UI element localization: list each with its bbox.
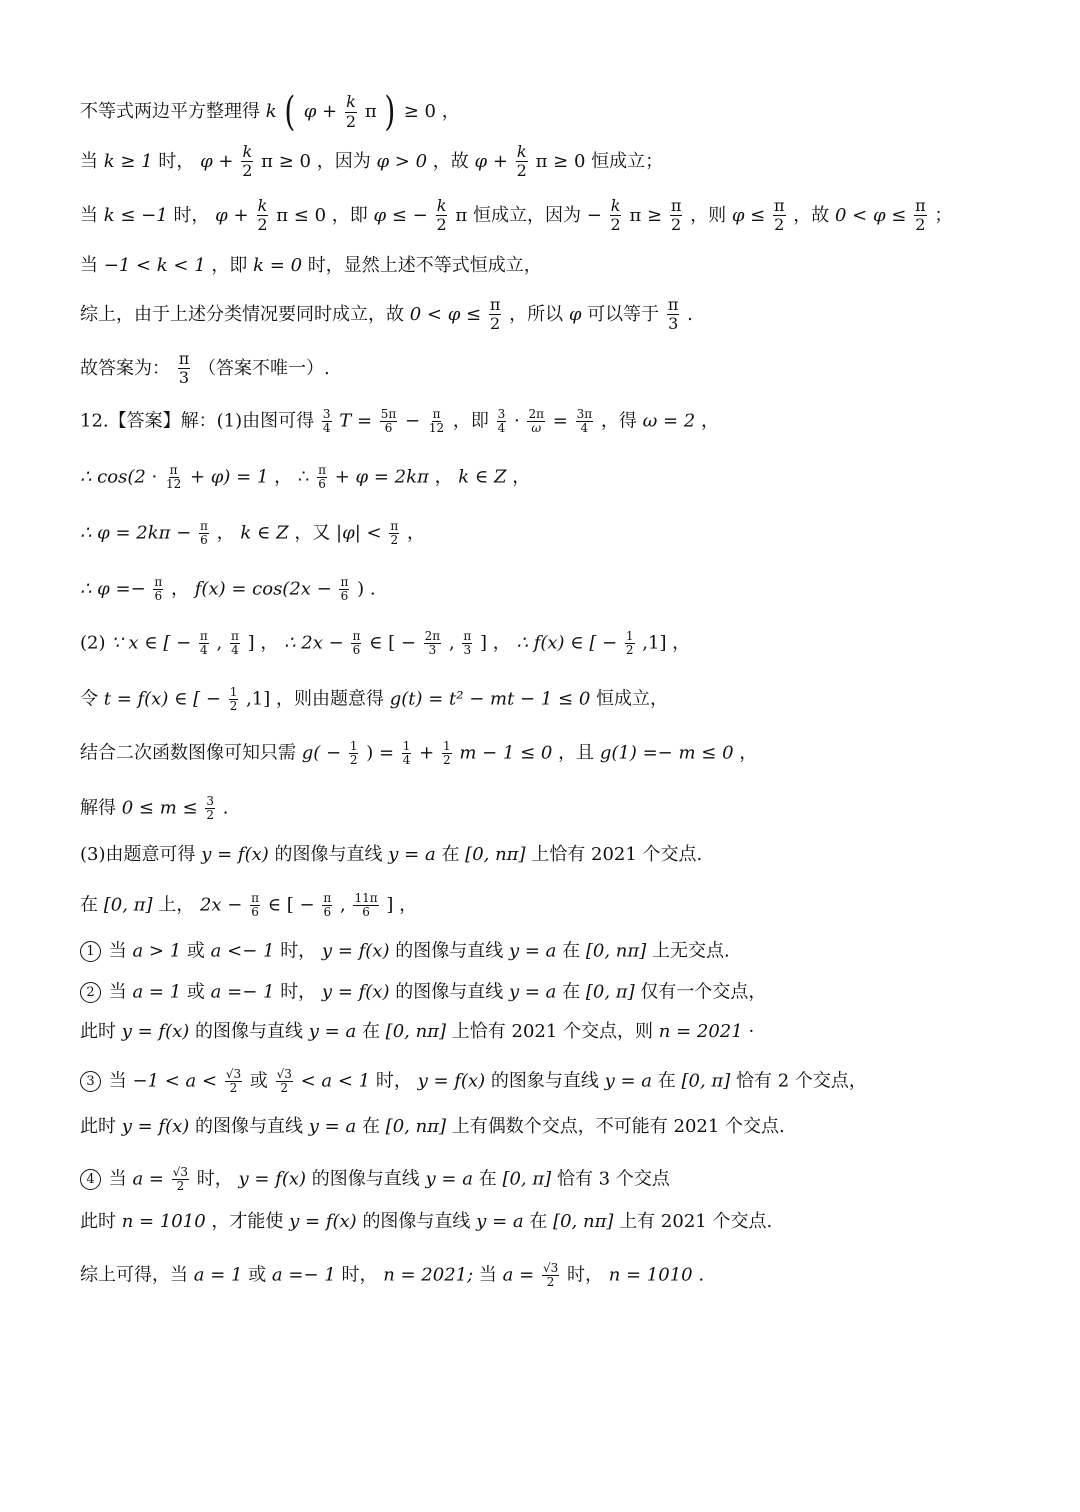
math: a =: [502, 1264, 535, 1286]
math: φ: [568, 303, 582, 325]
text: ，又: [294, 522, 331, 544]
math: ): [357, 578, 365, 600]
text: 综上可得，当: [80, 1264, 188, 1286]
math: φ ≤: [731, 204, 766, 226]
text: 仅有一个交点，: [640, 981, 767, 1003]
math: ∵ x ∈ [ −: [111, 632, 192, 654]
text: 的图像与直线: [395, 981, 504, 1003]
math: m − 1 ≤ 0: [459, 742, 553, 764]
math: π: [364, 101, 377, 122]
math: n = 2021: [658, 1021, 743, 1042]
math: [0, nπ]: [385, 1116, 447, 1137]
text: 在: [562, 940, 581, 962]
text: 此时: [80, 1021, 116, 1042]
text: ，得: [600, 410, 637, 432]
math: + φ = 2kπ: [334, 466, 429, 488]
line-22: [80, 1166, 670, 1193]
fraction: $\frac{k}{2}$: [242, 142, 253, 181]
fraction: $\frac{k}{2}$: [257, 196, 268, 235]
math: y = a: [508, 940, 557, 962]
math: t = f(x) ∈ [ −: [103, 688, 221, 710]
fraction: $\frac{k}{2}$: [516, 142, 527, 181]
math: a =: [132, 1168, 165, 1190]
right-paren: ): [384, 89, 396, 135]
line-20: [80, 1068, 867, 1095]
math: π: [455, 204, 468, 226]
fraction: $\frac{2\pi}{3}$: [424, 629, 441, 658]
math: ∴ cos(2 ·: [80, 466, 158, 488]
fraction: $\frac{k}{2}$: [345, 92, 357, 131]
fraction: $\frac{√3}{2}$: [172, 1165, 189, 1194]
math: ≥ 0: [403, 101, 436, 122]
line-21: [80, 1118, 785, 1136]
text: ，则由题意得: [276, 688, 384, 710]
text: 当: [108, 1168, 127, 1190]
math: y = a: [476, 1211, 524, 1232]
text: 在: [441, 844, 460, 865]
math: n = 1010: [121, 1211, 206, 1232]
text: 的图像与直线: [362, 1211, 471, 1232]
text: 恒成立；: [591, 150, 664, 172]
math: n = 2021;: [383, 1264, 474, 1286]
math: [0, nπ]: [553, 1211, 614, 1232]
line-4: [80, 257, 542, 275]
fraction: $\frac{\pi}{6}$: [352, 629, 361, 658]
text: 在: [562, 981, 581, 1003]
text: 的图像与直线: [195, 1021, 304, 1042]
text: ，即: [452, 410, 489, 432]
text: ；: [934, 204, 953, 226]
text: 当: [80, 255, 98, 276]
text: 的图象与直线: [490, 1070, 599, 1092]
math: ∈ [ −: [369, 632, 416, 654]
text: 上有 2021 个交点.: [619, 1211, 773, 1232]
fraction: $\frac{1}{2}$: [625, 629, 634, 658]
math: y = a: [425, 1168, 473, 1190]
line-8: [80, 464, 530, 491]
fraction: $\frac{3}{2}$: [206, 794, 214, 823]
text: (3)由题意可得: [80, 844, 196, 865]
math: [0, nπ]: [585, 940, 647, 962]
math: +: [419, 742, 435, 764]
text: 的图像与直线: [274, 844, 383, 865]
line-11: [80, 630, 690, 657]
text: 时，: [280, 981, 317, 1003]
text: 恒成立，: [596, 688, 669, 710]
math: k = 0: [253, 255, 303, 276]
math: ∈ [ −: [267, 894, 315, 916]
text: 时，: [158, 150, 195, 172]
math: y = a: [508, 981, 557, 1003]
math: k: [265, 101, 277, 122]
math: 0 < φ ≤: [409, 303, 482, 325]
math: < a < 1: [300, 1070, 371, 1092]
fraction: $\frac{3}{4}$: [497, 407, 506, 436]
math: π ≥ 0: [535, 150, 586, 172]
math: ,: [448, 632, 455, 654]
fraction: $\frac{\pi}{2}$: [915, 196, 926, 235]
text: 或: [248, 1264, 267, 1286]
circled-number-2: 2: [80, 982, 101, 1003]
math: 2x −: [199, 894, 243, 916]
text: 上恰有 2021 个交点.: [531, 844, 703, 865]
fraction: $\frac{\pi}{6}$: [323, 891, 332, 920]
line-14: [80, 795, 228, 822]
text: 在: [80, 894, 98, 916]
math: ∴ 2x −: [284, 632, 344, 654]
text: 当: [108, 940, 127, 962]
fraction: $\frac{√3}{2}$: [542, 1261, 559, 1290]
text: 综上，由于上述分类情况要同时成立，故: [80, 303, 404, 325]
math: y = f(x): [321, 940, 390, 962]
math: a = 1: [132, 981, 182, 1003]
math: −1 < a <: [132, 1070, 218, 1092]
text: ，: [492, 632, 511, 654]
math: φ ≤ −: [373, 204, 428, 226]
text: 解得: [80, 797, 116, 819]
text: 时，: [173, 204, 210, 226]
math: T =: [339, 410, 373, 432]
text: 当: [80, 150, 98, 172]
math: −: [586, 204, 602, 226]
line-12: [80, 686, 668, 713]
text: ，: [434, 466, 453, 488]
text: ，: [512, 466, 531, 488]
fraction: $\frac{\pi}{6}$: [251, 891, 260, 920]
math: a > 1: [132, 940, 182, 962]
text: 的图像与直线: [395, 940, 504, 962]
line-18: [80, 982, 766, 1003]
text: ，: [672, 632, 691, 654]
text: ，且: [558, 742, 595, 764]
math: k ≤ −1: [103, 204, 168, 226]
fraction: $\frac{1}{2}$: [229, 685, 238, 714]
line-24: [80, 1262, 704, 1289]
text: 上恰有 2021 个交点，则: [451, 1021, 654, 1042]
text: 或: [249, 1070, 268, 1092]
fraction: $\frac{\pi}{2}$: [489, 295, 501, 334]
math: ]: [386, 894, 394, 916]
fraction: $\frac{\pi}{4}$: [230, 629, 239, 658]
fraction: $\frac{\pi}{6}$: [200, 519, 208, 548]
math: a = 1: [193, 1264, 243, 1286]
line-3: [80, 197, 952, 235]
text: 此时: [80, 1116, 116, 1137]
text: 时，显然上述不等式恒成立，: [307, 255, 542, 276]
math: ,: [340, 894, 346, 916]
text: 恰有 2 个交点，: [736, 1070, 867, 1092]
text: 在: [361, 1116, 380, 1137]
math: n = 1010: [608, 1264, 693, 1286]
fraction: $\frac{\pi}{12}$: [428, 407, 445, 436]
math: φ +: [303, 101, 338, 122]
text: 当: [108, 981, 127, 1003]
fraction: $\frac{1}{2}$: [442, 739, 451, 768]
math: ·: [514, 410, 520, 432]
fraction: $\frac{5\pi}{6}$: [380, 407, 397, 436]
circled-number-3: 3: [80, 1071, 101, 1092]
text: 恒成立，因为: [472, 204, 581, 226]
fraction: $\frac{\pi}{3}$: [463, 629, 472, 658]
math: ∴ f(x) ∈ [ −: [516, 632, 618, 654]
text: ，: [260, 632, 279, 654]
math: + φ) = 1: [190, 466, 269, 488]
fraction: $\frac{1}{2}$: [349, 739, 358, 768]
fraction: $\frac{√3}{2}$: [225, 1067, 242, 1096]
math: φ +: [474, 150, 508, 172]
text: (2): [80, 632, 106, 654]
text: ，: [700, 410, 719, 432]
text: 时，: [196, 1168, 233, 1190]
fraction: $\frac{\pi}{2}$: [390, 519, 399, 548]
text: 在: [529, 1211, 548, 1232]
math: g(t) = t² − mt − 1 ≤ 0: [389, 688, 591, 710]
math: y = a: [308, 1116, 357, 1137]
math: =: [552, 410, 568, 432]
math: f(x) = cos(2x −: [194, 578, 332, 600]
math: k ∈ Z: [458, 466, 507, 488]
text: ，: [739, 742, 758, 764]
text: 恰有 3 个交点: [556, 1168, 670, 1190]
text: 当: [80, 204, 98, 226]
line-10: [80, 576, 376, 603]
math: |φ| <: [336, 522, 382, 544]
text: 12.【答案】解：(1)由图可得: [80, 410, 315, 432]
line-23: [80, 1213, 772, 1231]
line-13: [80, 740, 757, 767]
math: [0, nπ]: [385, 1021, 447, 1042]
text: 上无交点.: [651, 940, 730, 962]
text: 当: [108, 1070, 127, 1092]
text: 上有偶数个交点，不可能有 2021 个交点.: [451, 1116, 785, 1137]
line-15: [80, 846, 702, 864]
text: .: [687, 303, 693, 325]
fraction: $\frac{\pi}{6}$: [154, 575, 163, 604]
math: ]: [480, 632, 488, 654]
line-6: [80, 350, 330, 388]
math: g(1) =− m ≤ 0: [599, 742, 734, 764]
text: ，: [216, 522, 235, 544]
text: ，即: [331, 204, 368, 226]
text: 在: [478, 1168, 497, 1190]
math: y = f(x): [238, 1168, 307, 1190]
text: 时，: [375, 1070, 412, 1092]
text: ，故: [793, 204, 830, 226]
text: .: [369, 578, 376, 600]
math: y = f(x): [121, 1116, 190, 1137]
line-7: [80, 408, 719, 435]
line-19: [80, 1023, 754, 1041]
math: ω = 2: [642, 410, 696, 432]
math: ,1]: [246, 688, 271, 710]
text: 不等式两边平方整理得: [80, 101, 260, 122]
text: 令: [80, 688, 98, 710]
math: k ≥ 1: [103, 150, 153, 172]
math: y = f(x): [121, 1021, 190, 1042]
text: 或: [186, 940, 205, 962]
text: ，因为: [316, 150, 371, 172]
math: φ +: [215, 204, 249, 226]
line-1: [80, 89, 460, 135]
math: y = f(x): [417, 1070, 486, 1092]
text: （答案不唯一）.: [197, 357, 330, 379]
fraction: $\frac{3}{4}$: [322, 407, 331, 436]
text: 故答案为：: [80, 357, 170, 379]
text: .: [222, 797, 229, 819]
line-16: [80, 892, 417, 919]
text: ，才能使: [211, 1211, 284, 1232]
line-9: [80, 520, 425, 547]
text: ·: [748, 1021, 755, 1042]
math: y = f(x): [289, 1211, 357, 1232]
fraction: $\frac{\pi}{6}$: [318, 463, 326, 492]
fraction: $\frac{\pi}{4}$: [199, 629, 208, 658]
text: 的图像与直线: [311, 1168, 420, 1190]
line-2: [80, 143, 663, 181]
math: [0, π]: [103, 894, 153, 916]
math: [0, π]: [502, 1168, 552, 1190]
text: 可以等于: [587, 303, 660, 325]
text: ，故: [432, 150, 469, 172]
line-5: [80, 296, 693, 334]
math: ) =: [366, 742, 395, 764]
text: ，: [441, 101, 460, 122]
fraction: $\frac{11\pi}{6}$: [354, 891, 378, 920]
text: ，所以: [509, 303, 564, 325]
math: π ≥: [629, 204, 663, 226]
math: ∴ φ =−: [80, 578, 146, 600]
math: ,1]: [642, 632, 667, 654]
fraction: $\frac{3\pi}{4}$: [576, 407, 593, 436]
text: 时，: [566, 1264, 603, 1286]
math: y = a: [388, 844, 436, 865]
math: ]: [247, 632, 255, 654]
text: ，: [274, 466, 293, 488]
math: [0, π]: [585, 981, 635, 1003]
math: [0, π]: [681, 1070, 731, 1092]
math: φ > 0: [376, 150, 428, 172]
fraction: $\frac{\pi}{3}$: [667, 295, 679, 334]
text: 的图像与直线: [195, 1116, 304, 1137]
text: 此时: [80, 1211, 116, 1232]
math: k ∈ Z: [240, 522, 289, 544]
text: 在: [657, 1070, 676, 1092]
circled-number-4: 4: [80, 1169, 101, 1190]
math: −1 < k < 1: [103, 255, 206, 276]
math: y = f(x): [201, 844, 269, 865]
fraction: $\frac{1}{4}$: [402, 739, 411, 768]
fraction: $\frac{\pi}{6}$: [340, 575, 349, 604]
text: 当: [478, 1264, 497, 1286]
text: ，即: [211, 255, 248, 276]
text: .: [698, 1264, 705, 1286]
text: ，: [406, 522, 425, 544]
math: y = a: [604, 1070, 653, 1092]
math: −: [405, 410, 421, 432]
text: ，: [399, 894, 418, 916]
text: 时，: [280, 940, 317, 962]
math: y = f(x): [321, 981, 390, 1003]
math: a =− 1: [271, 1264, 336, 1286]
fraction: $\frac{\pi}{2}$: [773, 196, 785, 235]
circled-number-1: 1: [80, 941, 101, 962]
fraction: $\frac{2\pi}{\omega}$: [528, 407, 544, 436]
left-paren: (: [284, 89, 296, 135]
fraction: $\frac{k}{2}$: [436, 196, 447, 235]
line-17: [80, 941, 730, 962]
text: 结合二次函数图像可知只需: [80, 742, 296, 764]
math: 0 < φ ≤: [834, 204, 907, 226]
math: 0 ≤ m ≤: [121, 797, 198, 819]
math: π ≤ 0: [276, 204, 327, 226]
math: ∴: [297, 466, 310, 488]
fraction: $\frac{\pi}{2}$: [670, 196, 682, 235]
text: 或: [186, 981, 205, 1003]
math: [0, nπ]: [465, 844, 526, 865]
fraction: $\frac{k}{2}$: [610, 196, 621, 235]
fraction: $\frac{\pi}{3}$: [178, 349, 190, 388]
text: 上，: [158, 894, 195, 916]
math: a =− 1: [210, 981, 275, 1003]
math: φ +: [200, 150, 234, 172]
fraction: $\frac{\pi}{12}$: [165, 463, 182, 492]
math: a <− 1: [210, 940, 275, 962]
text: ，则: [690, 204, 727, 226]
math: y = a: [308, 1021, 357, 1042]
math: g( −: [301, 742, 342, 764]
math: ,: [216, 632, 223, 654]
text: 时，: [341, 1264, 378, 1286]
math: ∴ φ = 2kπ −: [80, 522, 192, 544]
text: 在: [361, 1021, 380, 1042]
math: π ≥ 0: [261, 150, 311, 172]
text: ，: [171, 578, 190, 600]
fraction: $\frac{√3}{2}$: [276, 1067, 292, 1096]
